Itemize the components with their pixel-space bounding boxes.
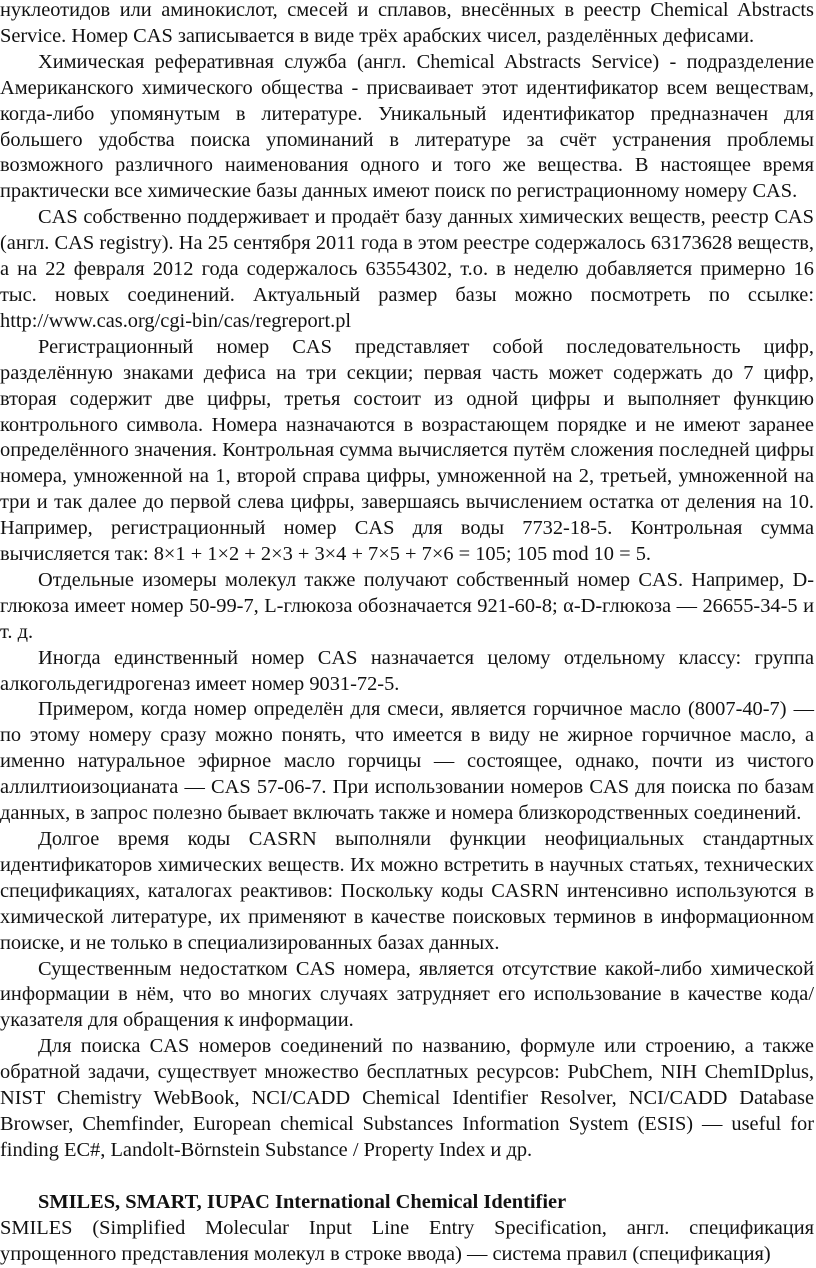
paragraph-registry-number-format: Регистрационный номер CAS представляет собой последовательность цифр, разделённую знаками дефиса на три секции; первая часть может содержать до 7 цифр, вторая содержит две цифры, третья состоит из одной цифры и выполняет функцию контрольного символа. Номера назначаются в возрастающем порядке и не имеют заранее определённого значения. Контрольная сумма вычисляется путём сложения последней цифры номера, умноженной на 1, второй справа цифры, умноженной на 2, третьей, умноженной на три и так далее до первой слева цифры, завершаясь вычислением остатка от деления на 10. Например, регистрационный номер CAS для воды 7732-18-5. Контрольная сумма вычисляется так: 8×1 + 1×2 + 2×3 + 3×4 + 7×5 + 7×6 = 105; 105 mod 10 = 5.	[0, 335, 814, 566]
paragraph-class-number: Иногда единственный номер CAS назначается целому отдельному классу: группа алкогольдегидрогеназ имеет номер 9031-72-5.	[0, 646, 814, 695]
paragraph-smiles-definition: SMILES (Simplified Molecular Input Line Entry Specification, англ. спецификация упрощенного представления молекул в строке ввода) — система правил (спецификация)	[0, 1216, 814, 1265]
paragraph-cas-drawback: Существенным недостатком CAS номера, является отсутствие какой-либо химической информации в нём, что во многих случаях затрудняет его использование в качестве кода/указателя для обращения к информации.	[0, 957, 814, 1032]
paragraph-isomers: Отдельные изомеры молекул также получают собственный номер CAS. Например, D-глюкоза имеет номер 50-99-7, L-глюкоза обозначается 921-60-8; α-D-глюкоза — 26655-34-5 и т. д.	[0, 568, 814, 643]
paragraph-search-resources: Для поиска CAS номеров соединений по названию, формуле или строению, а также обратной задачи, существует множество бесплатных ресурсов: PubChem, NIH ChemIDplus, NIST Chemistry WebBook, NCI/CADD Chemical Identifier Resolver, NCI/CADD Database Browser, Chemfinder, European chemical Substances Information System (ESIS) — useful for finding EC#, Landolt-Börnstein Substance / Property Index и др.	[0, 1035, 814, 1161]
paragraph-cas-intro-continued: нуклеотидов или аминокислот, смесей и сплавов, внесённых в реестр Chemical Abstracts Service. Номер CAS записывается в виде трёх арабских чисел, разделённых дефисами.	[0, 0, 814, 47]
paragraph-casrn-identifiers: Долгое время коды CASRN выполняли функции неофициальных стандартных идентификаторов химических веществ. Их можно встретить в научных статьях, технических спецификациях, каталогах реактивов: Поскольку коды CASRN интенсивно используются в химической литературе, их применяют в качестве поисковых терминов в информационном поиске, и не только в специализированных базах данных.	[0, 828, 814, 954]
section-heading-smiles: SMILES, SMART, IUPAC International Chemical Identifier	[38, 1190, 567, 1213]
paragraph-mixture-example: Примером, когда номер определён для смеси, является горчичное масло (8007-40-7) — по этому номеру сразу можно понять, что имеется в виду не жирное горчичное масло, а именно натуральное эфирное масло горчицы — состоящее, однако, почти из чистого аллилтиоизоцианата — CAS 57-06-7. При использовании номеров CAS для поиска по базам данных, в запрос полезно бывает включать также и номера близкородственных соединений.	[0, 698, 814, 825]
paragraph-chemical-abstracts-service: Химическая реферативная служба (англ. Chemical Abstracts Service) - подразделение Американского химического общества - присваивает этот идентификатор всем веществам, когда-либо упомянутым в литературе. Уникальный идентификатор предназначен для большего удобства поиска упоминаний в литературе за счёт устранения проблемы возможного различного наименования одного и того же вещества. В настоящее время практически все химические базы данных имеют поиск по регистрационному номеру CAS.	[0, 50, 814, 203]
paragraph-cas-registry: CAS собственно поддерживает и продаёт базу данных химических веществ, реестр CAS (англ. CAS registry). На 25 сентября 2011 года в этом реестре содержалось 63173628 веществ, а на 22 февраля 2012 года содержалось 63554302, т.о. в неделю добавляется примерно 16 тыс. новых соединений. Актуальный размер базы можно посмотреть по ссылке: http://www.cas.org/cgi-bin/cas/regreport.pl	[0, 206, 814, 332]
